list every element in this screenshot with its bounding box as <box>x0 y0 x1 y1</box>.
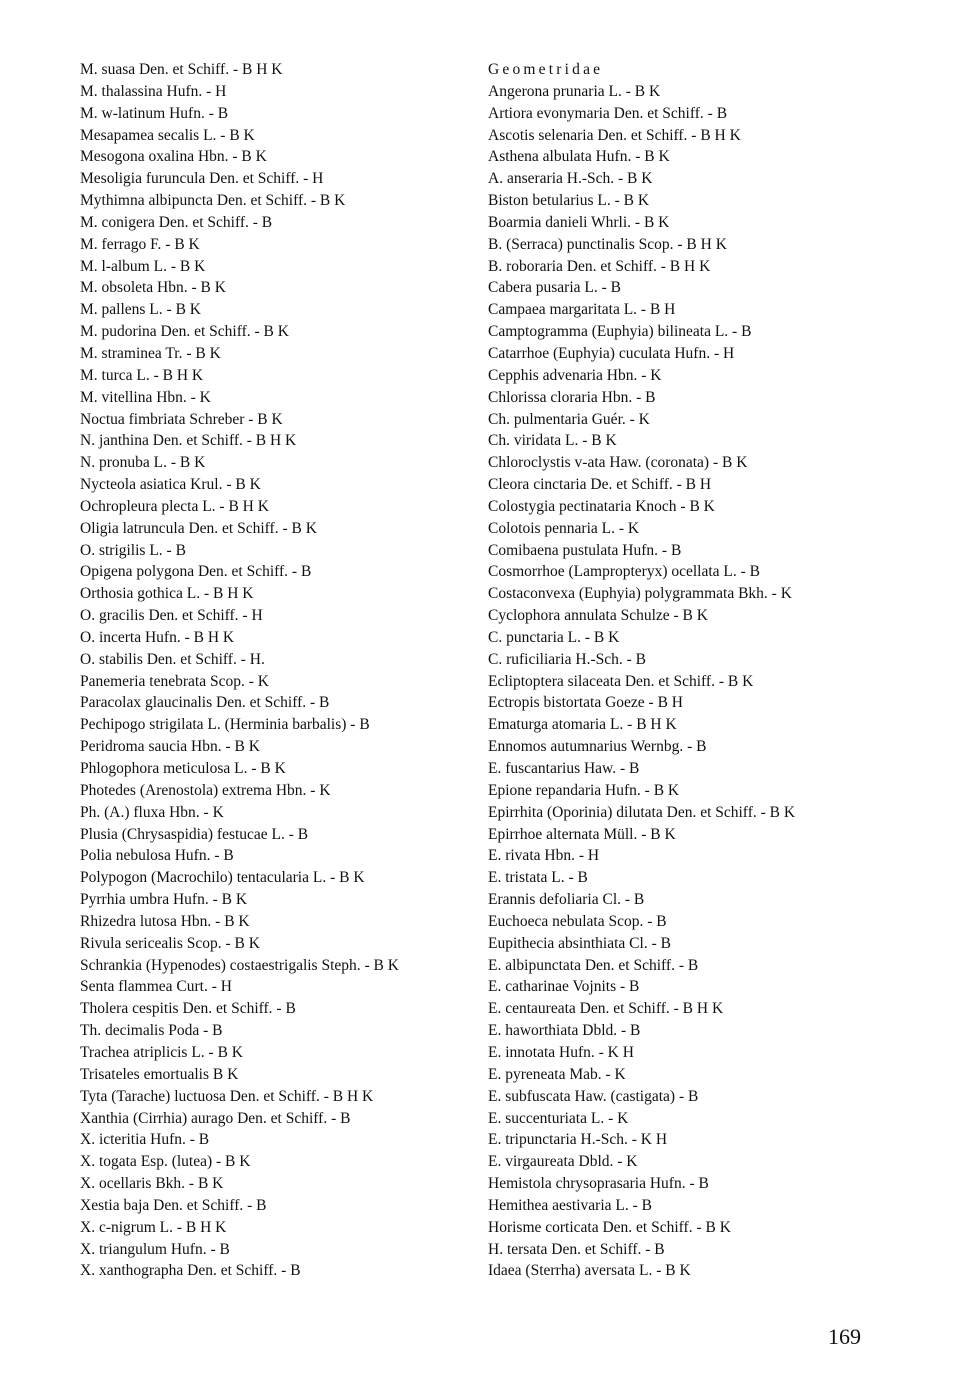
species-entry: E. fuscantarius Haw. - B <box>488 760 640 777</box>
species-entry: E. albipunctata Den. et Schiff. - B <box>488 956 699 974</box>
species-entry: Rhizedra lutosa Hbn. - B K <box>80 912 250 930</box>
species-entry: O. incerta Hufn. - B H K <box>80 628 235 646</box>
species-entry: M. l-album L. - B K <box>80 257 206 275</box>
species-entry: Mythimna albipuncta Den. et Schiff. - B K <box>80 192 346 210</box>
species-entry: Photedes (Arenostola) extrema Hbn. - K <box>80 781 331 799</box>
species-entry: Ecliptopterа silaceata Den. et Schiff. - B K <box>488 672 754 690</box>
species-entry: O. stabilis Den. et Schiff. - H. <box>80 650 265 668</box>
species-entry: Opigena polygona Den. et Schiff. - B <box>80 563 312 581</box>
species-entry: X. icteritia Hufn. - B <box>80 1131 210 1149</box>
species-entry: Ectropis bistortata Goeze - B H <box>488 694 683 712</box>
species-entry: E. rivata Hbn. - H <box>488 847 600 865</box>
species-entry: Camptogramma (Euphyia) bilineata L. - B <box>488 323 752 341</box>
species-entry: E. innotata Hufn. - K H <box>488 1043 634 1061</box>
species-entry: Ematurga atomaria L. - B H K <box>488 716 677 734</box>
species-entry: Cleora cinctaria De. et Schiff. - B H <box>488 476 712 494</box>
species-entry: E. tristata L. - B <box>488 869 588 887</box>
species-entry: Colotois pennaria L. - K <box>488 519 640 537</box>
species-entry: M. vitellina Hbn. - K <box>80 388 211 406</box>
species-entry: Erannis defoliaria Cl. - B <box>488 891 645 909</box>
species-entry: Mesoligia furuncula Den. et Schiff. - H <box>80 170 324 188</box>
species-entry: Boarmia danieli Whrli. - B K <box>488 213 670 231</box>
species-entry: Angerona prunaria L. - B K <box>488 82 661 100</box>
species-entry: Polypogon (Macrochilo) tentacularia L. - B K <box>80 869 365 887</box>
species-entry: Orthosia gothica L. - B H K <box>80 585 254 603</box>
species-entry: B. (Serraca) punctinalis Scop. - B H K <box>488 235 727 253</box>
species-entry: Xanthia (Cirrhia) aurago Den. et Schiff. - B <box>80 1109 351 1127</box>
species-entry: Ch. pulmentaria Guér. - K <box>488 410 650 428</box>
species-entry: Plusia (Chrysaspidia) festucae L. - B <box>80 825 309 843</box>
species-entry: Ennomos autumnarius Wernbg. - B <box>488 738 707 756</box>
species-entry: Biston betularius L. - B K <box>488 192 650 210</box>
left-column <box>80 59 475 1282</box>
species-entry: Tholera cespitis Den. et Schiff. - B <box>80 1000 296 1018</box>
species-entry: A. anseraria H.-Sch. - B K <box>488 170 653 188</box>
species-entry: O. strigilis L. - B <box>80 541 186 559</box>
species-entry: M. suasa Den. et Schiff. - B H K <box>80 61 283 78</box>
species-entry: X. triangulum Hufn. - B <box>80 1240 230 1258</box>
species-entry: N. pronuba L. - B K <box>80 454 206 472</box>
species-entry: B. roboraria Den. et Schiff. - B H K <box>488 257 711 275</box>
species-entry: E. catharinae Vojnits - B <box>488 978 640 996</box>
species-entry: Cepphis advenaria Hbn. - K <box>488 366 662 384</box>
species-entry: Xestia baja Den. et Schiff. - B <box>80 1196 267 1214</box>
species-entry: Epione repandaria Hufn. - B K <box>488 781 680 799</box>
species-entry: Polia nebulosa Hufn. - B <box>80 847 234 865</box>
species-entry: N. janthina Den. et Schiff. - B H K <box>80 432 297 450</box>
species-entry: Chlorissa cloraria Hbn. - B <box>488 388 656 406</box>
species-entry: Hemistola chrysoprasaria Hufn. - B <box>488 1175 709 1193</box>
species-entry: X. togata Esp. (lutea) - B K <box>80 1153 251 1171</box>
page-number: 169 <box>828 1324 861 1349</box>
species-entry: Ch. viridata L. - B K <box>488 432 617 450</box>
species-entry: Peridroma saucia Hbn. - B K <box>80 738 260 756</box>
species-entry: Campaea margaritata L. - B H <box>488 301 676 319</box>
species-entry: Trisateles emortualis B K <box>80 1065 239 1083</box>
species-entry: Phlogophora meticulosa L. - B K <box>80 760 286 777</box>
species-entry: E. centaureata Den. et Schiff. - B H K <box>488 1000 724 1018</box>
species-entry: Panemeria tenebrata Scop. - K <box>80 672 269 690</box>
species-entry: Idaea (Sterrha) aversata L. - B K <box>488 1262 691 1280</box>
species-entry: Colostygia pectinataria Knoch - B K <box>488 497 715 515</box>
right-column <box>488 59 908 1282</box>
species-entry: Oligia latruncula Den. et Schiff. - B K <box>80 519 317 537</box>
species-entry: Chloroclystis v-ata Haw. (coronata) - B K <box>488 454 748 472</box>
species-entry: H. tersata Den. et Schiff. - B <box>488 1240 665 1258</box>
species-entry: Mesapamea secalis L. - B K <box>80 126 255 144</box>
species-entry: Hemithea aestivaria L. - B <box>488 1196 652 1214</box>
species-entry: M. obsoleta Hbn. - B K <box>80 279 226 297</box>
species-entry: C. punctaria L. - B K <box>488 628 620 646</box>
species-entry: Euchoeca nebulata Scop. - B <box>488 912 667 930</box>
species-entry: Asthena albulata Hufn. - B K <box>488 148 670 166</box>
species-entry: E. virgaureata Dbld. - K <box>488 1153 638 1171</box>
species-entry: Schrankia (Hypenodes) costaestrigalis Steph. - B K <box>80 956 399 974</box>
species-entry: Costaconvexa (Euphyia) polygrammata Bkh. - K <box>488 585 792 603</box>
species-entry: Epirrhita (Oporinia) dilutata Den. et Schiff. - B K <box>488 803 796 821</box>
section-heading: Geometridae <box>488 61 604 78</box>
species-entry: M. thalassina Hufn. - H <box>80 82 227 100</box>
species-entry: O. gracilis Den. et Schiff. - H <box>80 607 263 625</box>
species-entry: X. ocellaris Bkh. - B K <box>80 1175 224 1193</box>
species-entry: Horisme corticata Den. et Schiff. - B K <box>488 1218 731 1236</box>
species-entry: Cyclophora annulata Schulze - B K <box>488 607 708 625</box>
species-entry: Mesogona oxalina Hbn. - B K <box>80 148 267 166</box>
species-entry: Eupithecia absinthiata Cl. - B <box>488 934 671 952</box>
species-entry: E. tripunctaria H.-Sch. - K H <box>488 1131 668 1149</box>
species-entry: Pyrrhia umbra Hufn. - B K <box>80 891 248 909</box>
species-entry: M. pallens L. - B K <box>80 301 201 319</box>
species-entry: C. ruficiliaria H.-Sch. - B <box>488 650 646 668</box>
species-entry: X. c-nigrum L. - B H K <box>80 1218 227 1236</box>
species-entry: Ochropleura plecta L. - B H K <box>80 497 269 515</box>
species-entry: Ph. (A.) fluxa Hbn. - K <box>80 803 224 821</box>
species-entry: X. xanthographa Den. et Schiff. - B <box>80 1262 301 1280</box>
species-entry: M. pudorina Den. et Schiff. - B K <box>80 323 289 341</box>
species-entry: Cosmorrhoe (Lampropteryx) ocellata L. - B <box>488 563 761 581</box>
species-entry: M. w-latinum Hufn. - B <box>80 104 229 122</box>
species-entry: Senta flammea Curt. - H <box>80 978 232 996</box>
species-entry: Paracolax glaucinalis Den. et Schiff. - B <box>80 694 330 712</box>
species-entry: M. straminea Tr. - B K <box>80 344 221 362</box>
species-entry: Cabera pusaria L. - B <box>488 279 621 297</box>
species-entry: M. conigera Den. et Schiff. - B <box>80 213 273 231</box>
species-entry: Rivula sericealis Scop. - B K <box>80 934 260 952</box>
species-entry: Trachea atriplicis L. - B K <box>80 1043 243 1061</box>
species-entry: Th. decimalis Poda - B <box>80 1022 223 1040</box>
species-entry: Artiora evonymaria Den. et Schiff. - B <box>488 104 728 122</box>
species-entry: Pechipogo strigilata L. (Herminia barbalis) - B <box>80 716 370 734</box>
species-entry: E. succenturiata L. - K <box>488 1109 629 1127</box>
species-entry: M. turca L. - B H K <box>80 366 204 384</box>
species-entry: Noctua fimbriata Schreber - B K <box>80 410 283 428</box>
species-entry: Nycteola asiatica Krul. - B K <box>80 476 261 494</box>
species-entry: Catarrhoe (Euphyia) cuculata Hufn. - H <box>488 344 735 362</box>
species-entry: Tyta (Tarache) luctuosa Den. et Schiff. - B H K <box>80 1087 374 1105</box>
species-entry: M. ferrago F. - B K <box>80 235 200 253</box>
species-entry: E. subfuscata Haw. (castigata) - B <box>488 1087 699 1105</box>
species-entry: E. haworthiata Dbld. - B <box>488 1022 641 1040</box>
species-entry: Ascotis selenaria Den. et Schiff. - B H K <box>488 126 741 144</box>
species-entry: Comibaena pustulata Hufn. - B <box>488 541 682 559</box>
species-entry: Epirrhoe alternata Müll. - B K <box>488 825 676 843</box>
species-entry: E. pyreneata Mab. - K <box>488 1065 626 1083</box>
